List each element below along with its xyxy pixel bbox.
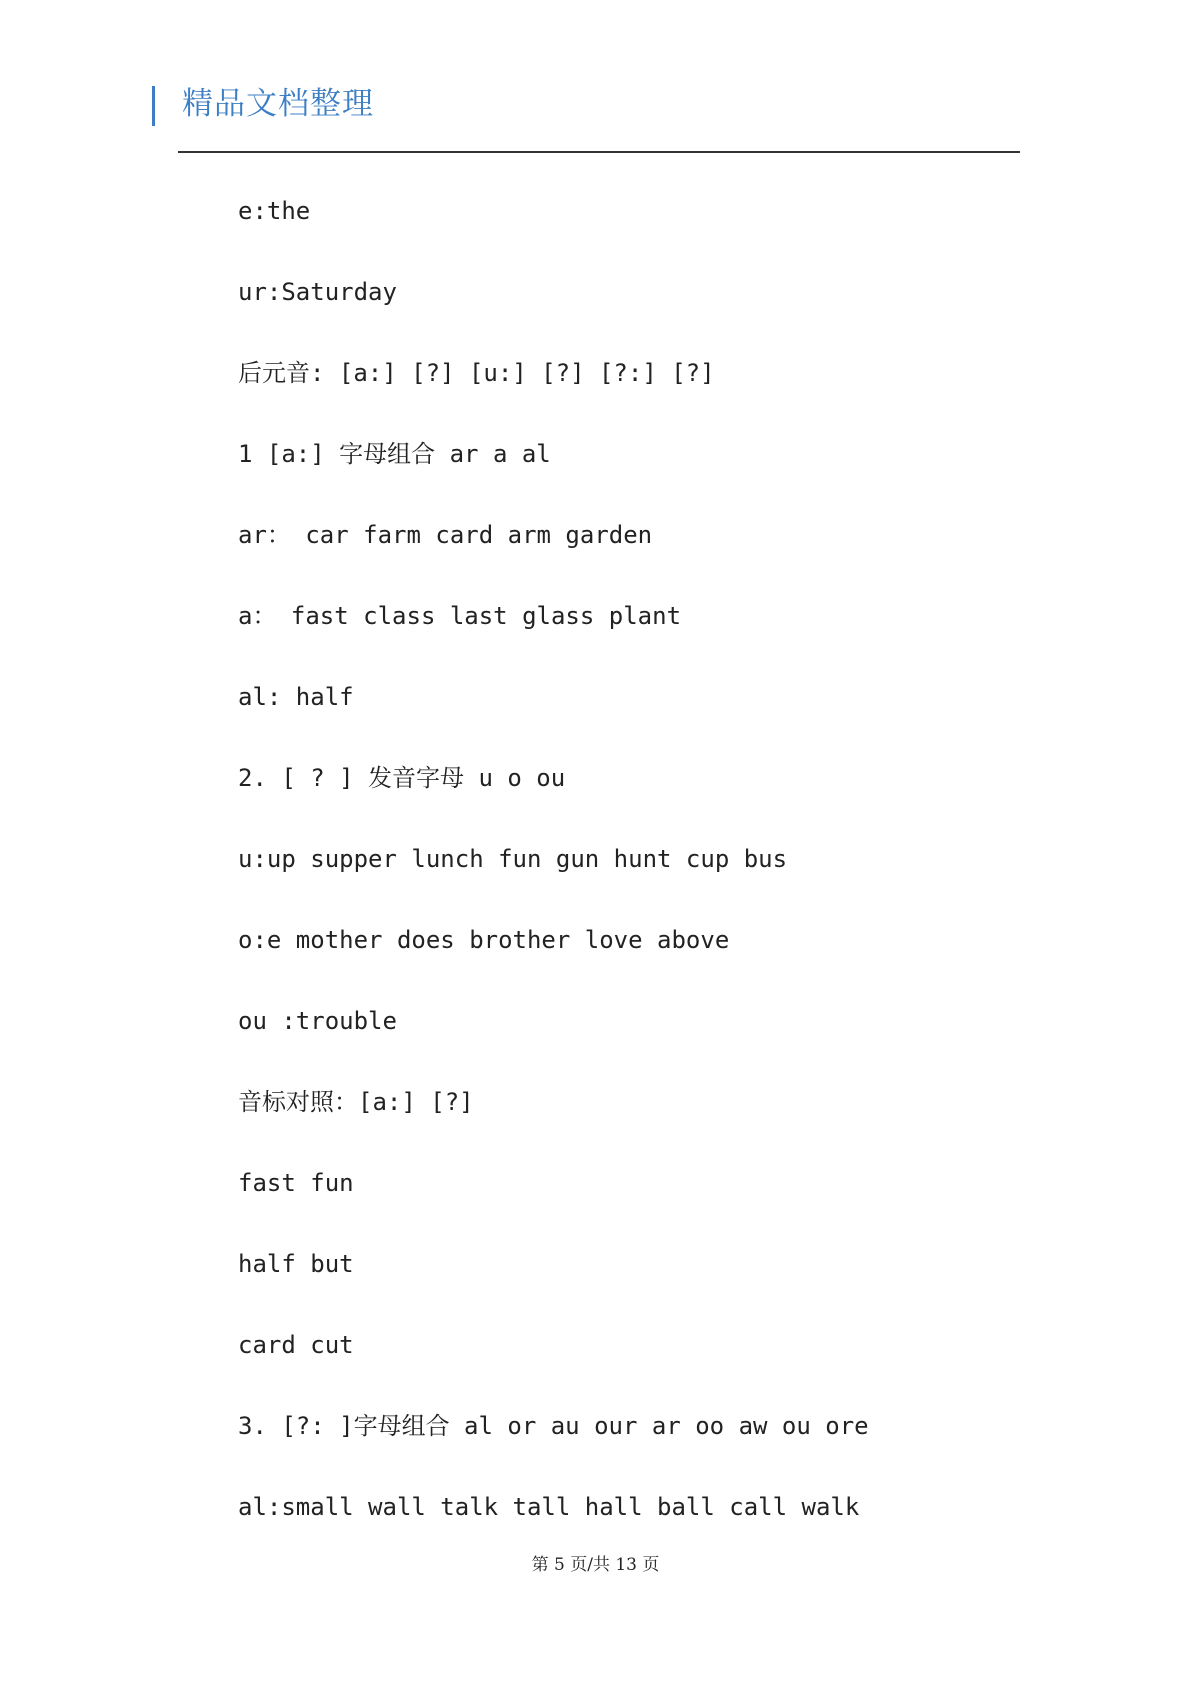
text-line: card cut	[238, 1331, 354, 1359]
text-line: 1 [a:] 字母组合 ar a al	[238, 440, 551, 468]
text-line: al: half	[238, 683, 354, 711]
text-line: ur:Saturday	[238, 278, 397, 306]
text-line: o:e mother does brother love above	[238, 926, 730, 954]
text-line: half but	[238, 1250, 354, 1278]
text-line: 音标对照：[a:] [?]	[238, 1088, 474, 1116]
text-line: e:the	[238, 197, 311, 225]
text-line: ar： car farm card arm garden	[238, 521, 653, 549]
text-line: 3. [?: ]字母组合 al or au our ar oo aw ou ore	[238, 1412, 869, 1440]
text-line: 2. [ ? ] 发音字母 u o ou	[238, 764, 566, 792]
text-line: u:up supper lunch fun gun hunt cup bus	[238, 845, 788, 873]
page-number: 第 5 页/共 13 页	[531, 1555, 660, 1575]
header-divider	[178, 151, 1020, 153]
text-line: fast fun	[238, 1169, 354, 1197]
text-line: 后元音: [a:] [?] [u:] [?] [?:] [?]	[238, 359, 715, 387]
header-accent-bar	[152, 86, 155, 126]
text-line: a： fast class last glass plant	[238, 602, 682, 630]
document-body	[238, 190, 1038, 1567]
text-line: al:small wall talk tall hall ball call walk	[238, 1493, 860, 1521]
text-line: ou :trouble	[238, 1007, 397, 1035]
header-title: 精品文档整理	[182, 86, 374, 122]
